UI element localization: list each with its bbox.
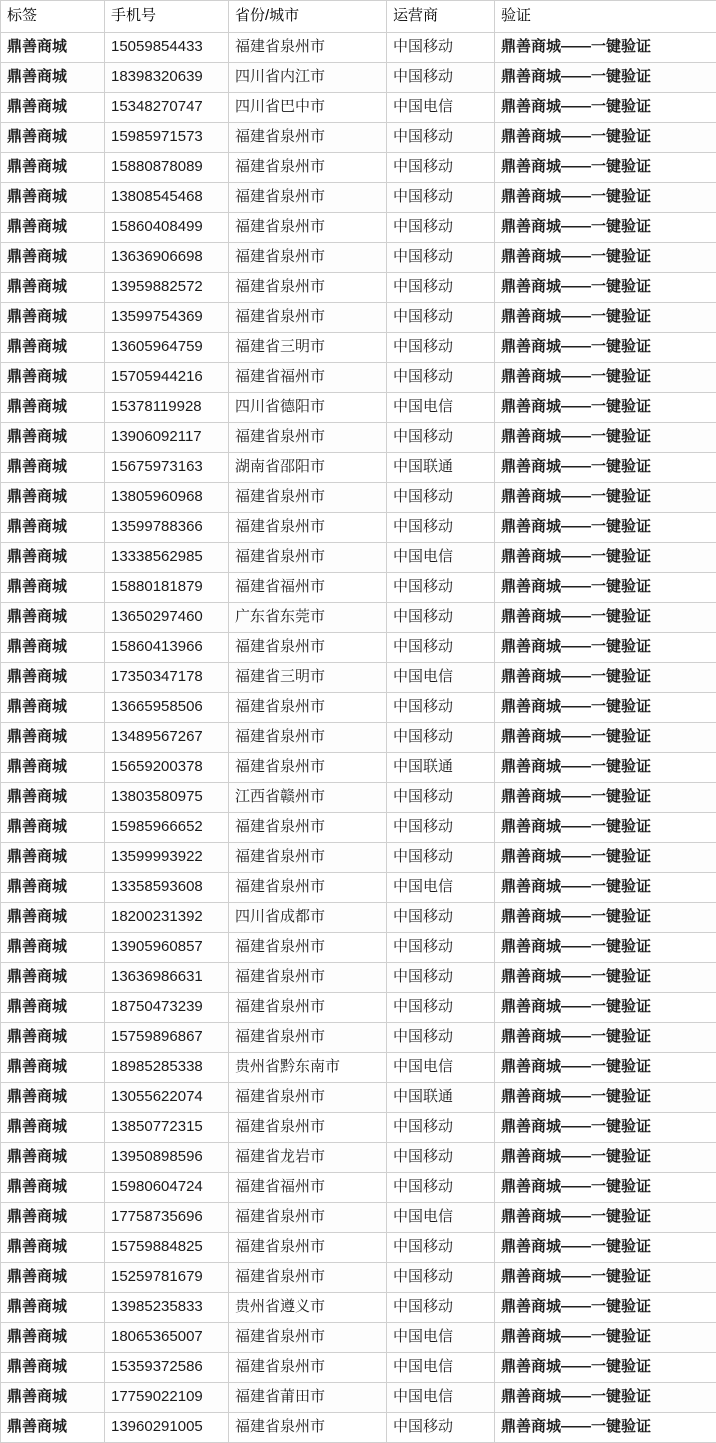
cell-carrier: 中国移动 xyxy=(387,183,495,213)
table-row xyxy=(1,693,716,723)
cell-label: 鼎善商城 xyxy=(1,393,105,423)
cell-region: 福建省泉州市 xyxy=(229,963,387,993)
table-row xyxy=(1,213,716,243)
cell-label: 鼎善商城 xyxy=(1,33,105,63)
cell-label: 鼎善商城 xyxy=(1,1143,105,1173)
cell-verify: 鼎善商城——一键验证 xyxy=(495,1323,716,1353)
cell-carrier: 中国移动 xyxy=(387,1173,495,1203)
cell-label: 鼎善商城 xyxy=(1,993,105,1023)
table-row xyxy=(1,813,716,843)
cell-phone: 13650297460 xyxy=(105,603,229,633)
cell-carrier: 中国移动 xyxy=(387,1293,495,1323)
cell-phone: 13599788366 xyxy=(105,513,229,543)
cell-region: 四川省巴中市 xyxy=(229,93,387,123)
cell-region: 四川省德阳市 xyxy=(229,393,387,423)
table-row xyxy=(1,363,716,393)
cell-phone: 13489567267 xyxy=(105,723,229,753)
table-row xyxy=(1,393,716,423)
cell-phone: 13055622074 xyxy=(105,1083,229,1113)
cell-verify: 鼎善商城——一键验证 xyxy=(495,243,716,273)
cell-carrier: 中国移动 xyxy=(387,633,495,663)
cell-verify: 鼎善商城——一键验证 xyxy=(495,663,716,693)
cell-label: 鼎善商城 xyxy=(1,1263,105,1293)
cell-label: 鼎善商城 xyxy=(1,1323,105,1353)
table-row xyxy=(1,93,716,123)
table-row xyxy=(1,843,716,873)
cell-phone: 15880181879 xyxy=(105,573,229,603)
cell-carrier: 中国移动 xyxy=(387,1023,495,1053)
cell-phone: 15759896867 xyxy=(105,1023,229,1053)
cell-verify: 鼎善商城——一键验证 xyxy=(495,813,716,843)
cell-label: 鼎善商城 xyxy=(1,543,105,573)
cell-label: 鼎善商城 xyxy=(1,1383,105,1413)
cell-phone: 13906092117 xyxy=(105,423,229,453)
cell-carrier: 中国移动 xyxy=(387,33,495,63)
cell-phone: 13805960968 xyxy=(105,483,229,513)
column-header-carrier: 运营商 xyxy=(387,1,495,33)
table-row xyxy=(1,483,716,513)
cell-region: 福建省三明市 xyxy=(229,333,387,363)
table-row xyxy=(1,513,716,543)
cell-carrier: 中国移动 xyxy=(387,1413,495,1443)
cell-verify: 鼎善商城——一键验证 xyxy=(495,153,716,183)
cell-verify: 鼎善商城——一键验证 xyxy=(495,753,716,783)
cell-verify: 鼎善商城——一键验证 xyxy=(495,873,716,903)
cell-carrier: 中国电信 xyxy=(387,393,495,423)
table-row xyxy=(1,1113,716,1143)
cell-verify: 鼎善商城——一键验证 xyxy=(495,903,716,933)
cell-verify: 鼎善商城——一键验证 xyxy=(495,693,716,723)
cell-phone: 13338562985 xyxy=(105,543,229,573)
cell-carrier: 中国移动 xyxy=(387,423,495,453)
cell-verify: 鼎善商城——一键验证 xyxy=(495,303,716,333)
cell-label: 鼎善商城 xyxy=(1,903,105,933)
cell-phone: 15059854433 xyxy=(105,33,229,63)
cell-phone: 15860408499 xyxy=(105,213,229,243)
cell-region: 福建省泉州市 xyxy=(229,723,387,753)
table-row xyxy=(1,423,716,453)
cell-label: 鼎善商城 xyxy=(1,723,105,753)
cell-verify: 鼎善商城——一键验证 xyxy=(495,1233,716,1263)
cell-label: 鼎善商城 xyxy=(1,513,105,543)
cell-verify: 鼎善商城——一键验证 xyxy=(495,1053,716,1083)
cell-verify: 鼎善商城——一键验证 xyxy=(495,633,716,663)
cell-region: 福建省三明市 xyxy=(229,663,387,693)
cell-region: 福建省泉州市 xyxy=(229,843,387,873)
cell-carrier: 中国联通 xyxy=(387,453,495,483)
cell-phone: 13950898596 xyxy=(105,1143,229,1173)
cell-region: 福建省龙岩市 xyxy=(229,1143,387,1173)
cell-phone: 13850772315 xyxy=(105,1113,229,1143)
cell-region: 福建省泉州市 xyxy=(229,1263,387,1293)
table-row xyxy=(1,273,716,303)
column-header-verify: 验证 xyxy=(495,1,716,33)
cell-region: 广东省东莞市 xyxy=(229,603,387,633)
cell-verify: 鼎善商城——一键验证 xyxy=(495,1083,716,1113)
cell-verify: 鼎善商城——一键验证 xyxy=(495,93,716,123)
cell-verify: 鼎善商城——一键验证 xyxy=(495,1263,716,1293)
cell-carrier: 中国移动 xyxy=(387,123,495,153)
cell-region: 福建省泉州市 xyxy=(229,33,387,63)
cell-label: 鼎善商城 xyxy=(1,813,105,843)
cell-carrier: 中国电信 xyxy=(387,1053,495,1083)
cell-carrier: 中国移动 xyxy=(387,303,495,333)
cell-phone: 15880878089 xyxy=(105,153,229,183)
cell-label: 鼎善商城 xyxy=(1,1113,105,1143)
cell-label: 鼎善商城 xyxy=(1,693,105,723)
cell-carrier: 中国电信 xyxy=(387,1353,495,1383)
cell-region: 福建省泉州市 xyxy=(229,213,387,243)
cell-carrier: 中国移动 xyxy=(387,723,495,753)
cell-region: 福建省福州市 xyxy=(229,573,387,603)
cell-phone: 13636906698 xyxy=(105,243,229,273)
cell-carrier: 中国移动 xyxy=(387,993,495,1023)
cell-label: 鼎善商城 xyxy=(1,1293,105,1323)
column-header-label: 标签 xyxy=(1,1,105,33)
column-header-region: 省份/城市 xyxy=(229,1,387,33)
cell-label: 鼎善商城 xyxy=(1,303,105,333)
table-body xyxy=(1,33,716,1443)
cell-label: 鼎善商城 xyxy=(1,273,105,303)
cell-label: 鼎善商城 xyxy=(1,933,105,963)
cell-region: 福建省泉州市 xyxy=(229,633,387,663)
table-row xyxy=(1,453,716,483)
cell-label: 鼎善商城 xyxy=(1,663,105,693)
cell-region: 福建省泉州市 xyxy=(229,1113,387,1143)
cell-label: 鼎善商城 xyxy=(1,183,105,213)
cell-region: 福建省泉州市 xyxy=(229,933,387,963)
table-row xyxy=(1,1383,716,1413)
table-row xyxy=(1,1263,716,1293)
table-row xyxy=(1,933,716,963)
cell-carrier: 中国移动 xyxy=(387,1143,495,1173)
cell-phone: 13808545468 xyxy=(105,183,229,213)
cell-verify: 鼎善商城——一键验证 xyxy=(495,513,716,543)
cell-region: 福建省泉州市 xyxy=(229,303,387,333)
cell-verify: 鼎善商城——一键验证 xyxy=(495,213,716,243)
cell-verify: 鼎善商城——一键验证 xyxy=(495,603,716,633)
cell-region: 福建省福州市 xyxy=(229,1173,387,1203)
cell-region: 福建省福州市 xyxy=(229,363,387,393)
cell-phone: 13358593608 xyxy=(105,873,229,903)
cell-label: 鼎善商城 xyxy=(1,333,105,363)
cell-label: 鼎善商城 xyxy=(1,63,105,93)
cell-region: 湖南省邵阳市 xyxy=(229,453,387,483)
cell-carrier: 中国移动 xyxy=(387,783,495,813)
cell-carrier: 中国电信 xyxy=(387,543,495,573)
cell-phone: 17350347178 xyxy=(105,663,229,693)
cell-verify: 鼎善商城——一键验证 xyxy=(495,1173,716,1203)
cell-carrier: 中国移动 xyxy=(387,273,495,303)
cell-label: 鼎善商城 xyxy=(1,783,105,813)
cell-verify: 鼎善商城——一键验证 xyxy=(495,1293,716,1323)
cell-carrier: 中国电信 xyxy=(387,1203,495,1233)
table-row xyxy=(1,1323,716,1353)
cell-verify: 鼎善商城——一键验证 xyxy=(495,423,716,453)
cell-carrier: 中国移动 xyxy=(387,903,495,933)
table-row xyxy=(1,663,716,693)
cell-phone: 18985285338 xyxy=(105,1053,229,1083)
table-row xyxy=(1,963,716,993)
cell-label: 鼎善商城 xyxy=(1,1413,105,1443)
cell-carrier: 中国移动 xyxy=(387,63,495,93)
cell-verify: 鼎善商城——一键验证 xyxy=(495,723,716,753)
cell-label: 鼎善商城 xyxy=(1,363,105,393)
cell-label: 鼎善商城 xyxy=(1,963,105,993)
cell-region: 福建省泉州市 xyxy=(229,123,387,153)
cell-verify: 鼎善商城——一键验证 xyxy=(495,123,716,153)
cell-region: 福建省泉州市 xyxy=(229,873,387,903)
cell-phone: 15659200378 xyxy=(105,753,229,783)
cell-phone: 13905960857 xyxy=(105,933,229,963)
cell-phone: 13605964759 xyxy=(105,333,229,363)
cell-verify: 鼎善商城——一键验证 xyxy=(495,183,716,213)
cell-carrier: 中国联通 xyxy=(387,753,495,783)
table-row xyxy=(1,1203,716,1233)
cell-region: 江西省赣州市 xyxy=(229,783,387,813)
cell-verify: 鼎善商城——一键验证 xyxy=(495,783,716,813)
table-header-row xyxy=(1,1,716,33)
table-row xyxy=(1,873,716,903)
cell-verify: 鼎善商城——一键验证 xyxy=(495,1383,716,1413)
cell-verify: 鼎善商城——一键验证 xyxy=(495,393,716,423)
cell-phone: 15985966652 xyxy=(105,813,229,843)
column-header-phone: 手机号 xyxy=(105,1,229,33)
cell-verify: 鼎善商城——一键验证 xyxy=(495,273,716,303)
table-row xyxy=(1,543,716,573)
cell-region: 福建省泉州市 xyxy=(229,273,387,303)
cell-carrier: 中国移动 xyxy=(387,213,495,243)
cell-carrier: 中国移动 xyxy=(387,693,495,723)
cell-carrier: 中国电信 xyxy=(387,1323,495,1353)
cell-carrier: 中国电信 xyxy=(387,1383,495,1413)
table-row xyxy=(1,903,716,933)
cell-carrier: 中国联通 xyxy=(387,1083,495,1113)
cell-phone: 15378119928 xyxy=(105,393,229,423)
cell-phone: 15259781679 xyxy=(105,1263,229,1293)
cell-verify: 鼎善商城——一键验证 xyxy=(495,843,716,873)
cell-verify: 鼎善商城——一键验证 xyxy=(495,1143,716,1173)
cell-label: 鼎善商城 xyxy=(1,123,105,153)
cell-phone: 13599993922 xyxy=(105,843,229,873)
table-row xyxy=(1,1233,716,1263)
cell-carrier: 中国电信 xyxy=(387,663,495,693)
cell-phone: 15359372586 xyxy=(105,1353,229,1383)
cell-verify: 鼎善商城——一键验证 xyxy=(495,1413,716,1443)
table-row xyxy=(1,1293,716,1323)
cell-label: 鼎善商城 xyxy=(1,243,105,273)
cell-label: 鼎善商城 xyxy=(1,603,105,633)
cell-verify: 鼎善商城——一键验证 xyxy=(495,993,716,1023)
cell-region: 福建省泉州市 xyxy=(229,153,387,183)
cell-label: 鼎善商城 xyxy=(1,1173,105,1203)
cell-region: 福建省泉州市 xyxy=(229,1083,387,1113)
cell-region: 福建省泉州市 xyxy=(229,1413,387,1443)
cell-verify: 鼎善商城——一键验证 xyxy=(495,963,716,993)
cell-carrier: 中国移动 xyxy=(387,963,495,993)
cell-region: 福建省泉州市 xyxy=(229,753,387,783)
cell-phone: 18065365007 xyxy=(105,1323,229,1353)
cell-region: 福建省泉州市 xyxy=(229,543,387,573)
cell-label: 鼎善商城 xyxy=(1,753,105,783)
cell-phone: 13960291005 xyxy=(105,1413,229,1443)
cell-verify: 鼎善商城——一键验证 xyxy=(495,1113,716,1143)
table-row xyxy=(1,333,716,363)
table-header xyxy=(1,1,716,33)
cell-carrier: 中国移动 xyxy=(387,333,495,363)
cell-carrier: 中国移动 xyxy=(387,1233,495,1263)
cell-carrier: 中国移动 xyxy=(387,363,495,393)
cell-verify: 鼎善商城——一键验证 xyxy=(495,543,716,573)
cell-region: 福建省泉州市 xyxy=(229,423,387,453)
table-row xyxy=(1,603,716,633)
cell-phone: 13985235833 xyxy=(105,1293,229,1323)
table-row xyxy=(1,573,716,603)
cell-phone: 15980604724 xyxy=(105,1173,229,1203)
cell-phone: 18200231392 xyxy=(105,903,229,933)
cell-phone: 13665958506 xyxy=(105,693,229,723)
table-row xyxy=(1,753,716,783)
cell-region: 四川省内江市 xyxy=(229,63,387,93)
table-row xyxy=(1,303,716,333)
table-row xyxy=(1,633,716,663)
cell-verify: 鼎善商城——一键验证 xyxy=(495,33,716,63)
cell-phone: 18750473239 xyxy=(105,993,229,1023)
cell-label: 鼎善商城 xyxy=(1,1203,105,1233)
cell-region: 四川省成都市 xyxy=(229,903,387,933)
table-row xyxy=(1,63,716,93)
cell-region: 福建省泉州市 xyxy=(229,1233,387,1263)
cell-verify: 鼎善商城——一键验证 xyxy=(495,1203,716,1233)
cell-phone: 17759022109 xyxy=(105,1383,229,1413)
cell-carrier: 中国移动 xyxy=(387,483,495,513)
cell-phone: 15985971573 xyxy=(105,123,229,153)
table-row xyxy=(1,1143,716,1173)
cell-phone: 13599754369 xyxy=(105,303,229,333)
cell-label: 鼎善商城 xyxy=(1,483,105,513)
cell-verify: 鼎善商城——一键验证 xyxy=(495,453,716,483)
cell-region: 福建省泉州市 xyxy=(229,483,387,513)
cell-carrier: 中国移动 xyxy=(387,933,495,963)
cell-label: 鼎善商城 xyxy=(1,1053,105,1083)
table-row xyxy=(1,1413,716,1443)
cell-phone: 15675973163 xyxy=(105,453,229,483)
cell-region: 福建省泉州市 xyxy=(229,1353,387,1383)
table-row xyxy=(1,243,716,273)
cell-region: 福建省泉州市 xyxy=(229,693,387,723)
table-row xyxy=(1,723,716,753)
cell-label: 鼎善商城 xyxy=(1,1083,105,1113)
cell-region: 贵州省黔东南市 xyxy=(229,1053,387,1083)
cell-region: 福建省泉州市 xyxy=(229,813,387,843)
cell-region: 贵州省遵义市 xyxy=(229,1293,387,1323)
cell-label: 鼎善商城 xyxy=(1,93,105,123)
cell-carrier: 中国移动 xyxy=(387,573,495,603)
cell-phone: 15348270747 xyxy=(105,93,229,123)
table-row xyxy=(1,993,716,1023)
cell-carrier: 中国移动 xyxy=(387,1263,495,1293)
table-row xyxy=(1,153,716,183)
cell-label: 鼎善商城 xyxy=(1,1023,105,1053)
cell-phone: 15759884825 xyxy=(105,1233,229,1263)
cell-label: 鼎善商城 xyxy=(1,843,105,873)
table-row xyxy=(1,1083,716,1113)
cell-region: 福建省莆田市 xyxy=(229,1383,387,1413)
cell-verify: 鼎善商城——一键验证 xyxy=(495,63,716,93)
cell-carrier: 中国移动 xyxy=(387,153,495,183)
cell-phone: 15860413966 xyxy=(105,633,229,663)
cell-label: 鼎善商城 xyxy=(1,633,105,663)
cell-carrier: 中国电信 xyxy=(387,873,495,903)
cell-verify: 鼎善商城——一键验证 xyxy=(495,573,716,603)
cell-region: 福建省泉州市 xyxy=(229,1023,387,1053)
cell-carrier: 中国移动 xyxy=(387,243,495,273)
table-row xyxy=(1,1053,716,1083)
cell-phone: 18398320639 xyxy=(105,63,229,93)
cell-label: 鼎善商城 xyxy=(1,453,105,483)
cell-carrier: 中国移动 xyxy=(387,513,495,543)
cell-carrier: 中国移动 xyxy=(387,1113,495,1143)
cell-carrier: 中国电信 xyxy=(387,93,495,123)
cell-verify: 鼎善商城——一键验证 xyxy=(495,483,716,513)
cell-verify: 鼎善商城——一键验证 xyxy=(495,363,716,393)
cell-region: 福建省泉州市 xyxy=(229,1323,387,1353)
cell-verify: 鼎善商城——一键验证 xyxy=(495,933,716,963)
cell-label: 鼎善商城 xyxy=(1,213,105,243)
cell-phone: 15705944216 xyxy=(105,363,229,393)
cell-verify: 鼎善商城——一键验证 xyxy=(495,1023,716,1053)
table-row xyxy=(1,33,716,63)
table-row xyxy=(1,123,716,153)
cell-label: 鼎善商城 xyxy=(1,873,105,903)
cell-label: 鼎善商城 xyxy=(1,1353,105,1383)
cell-phone: 13803580975 xyxy=(105,783,229,813)
cell-region: 福建省泉州市 xyxy=(229,513,387,543)
table-row xyxy=(1,183,716,213)
cell-region: 福建省泉州市 xyxy=(229,183,387,213)
cell-region: 福建省泉州市 xyxy=(229,993,387,1023)
cell-region: 福建省泉州市 xyxy=(229,243,387,273)
cell-carrier: 中国移动 xyxy=(387,843,495,873)
cell-phone: 13959882572 xyxy=(105,273,229,303)
table-row xyxy=(1,783,716,813)
table-row xyxy=(1,1173,716,1203)
cell-carrier: 中国移动 xyxy=(387,813,495,843)
cell-label: 鼎善商城 xyxy=(1,573,105,603)
table-row xyxy=(1,1353,716,1383)
cell-label: 鼎善商城 xyxy=(1,1233,105,1263)
cell-carrier: 中国移动 xyxy=(387,603,495,633)
cell-label: 鼎善商城 xyxy=(1,423,105,453)
cell-verify: 鼎善商城——一键验证 xyxy=(495,333,716,363)
cell-label: 鼎善商城 xyxy=(1,153,105,183)
cell-verify: 鼎善商城——一键验证 xyxy=(495,1353,716,1383)
cell-phone: 17758735696 xyxy=(105,1203,229,1233)
table-row xyxy=(1,1023,716,1053)
cell-phone: 13636986631 xyxy=(105,963,229,993)
cell-region: 福建省泉州市 xyxy=(229,1203,387,1233)
